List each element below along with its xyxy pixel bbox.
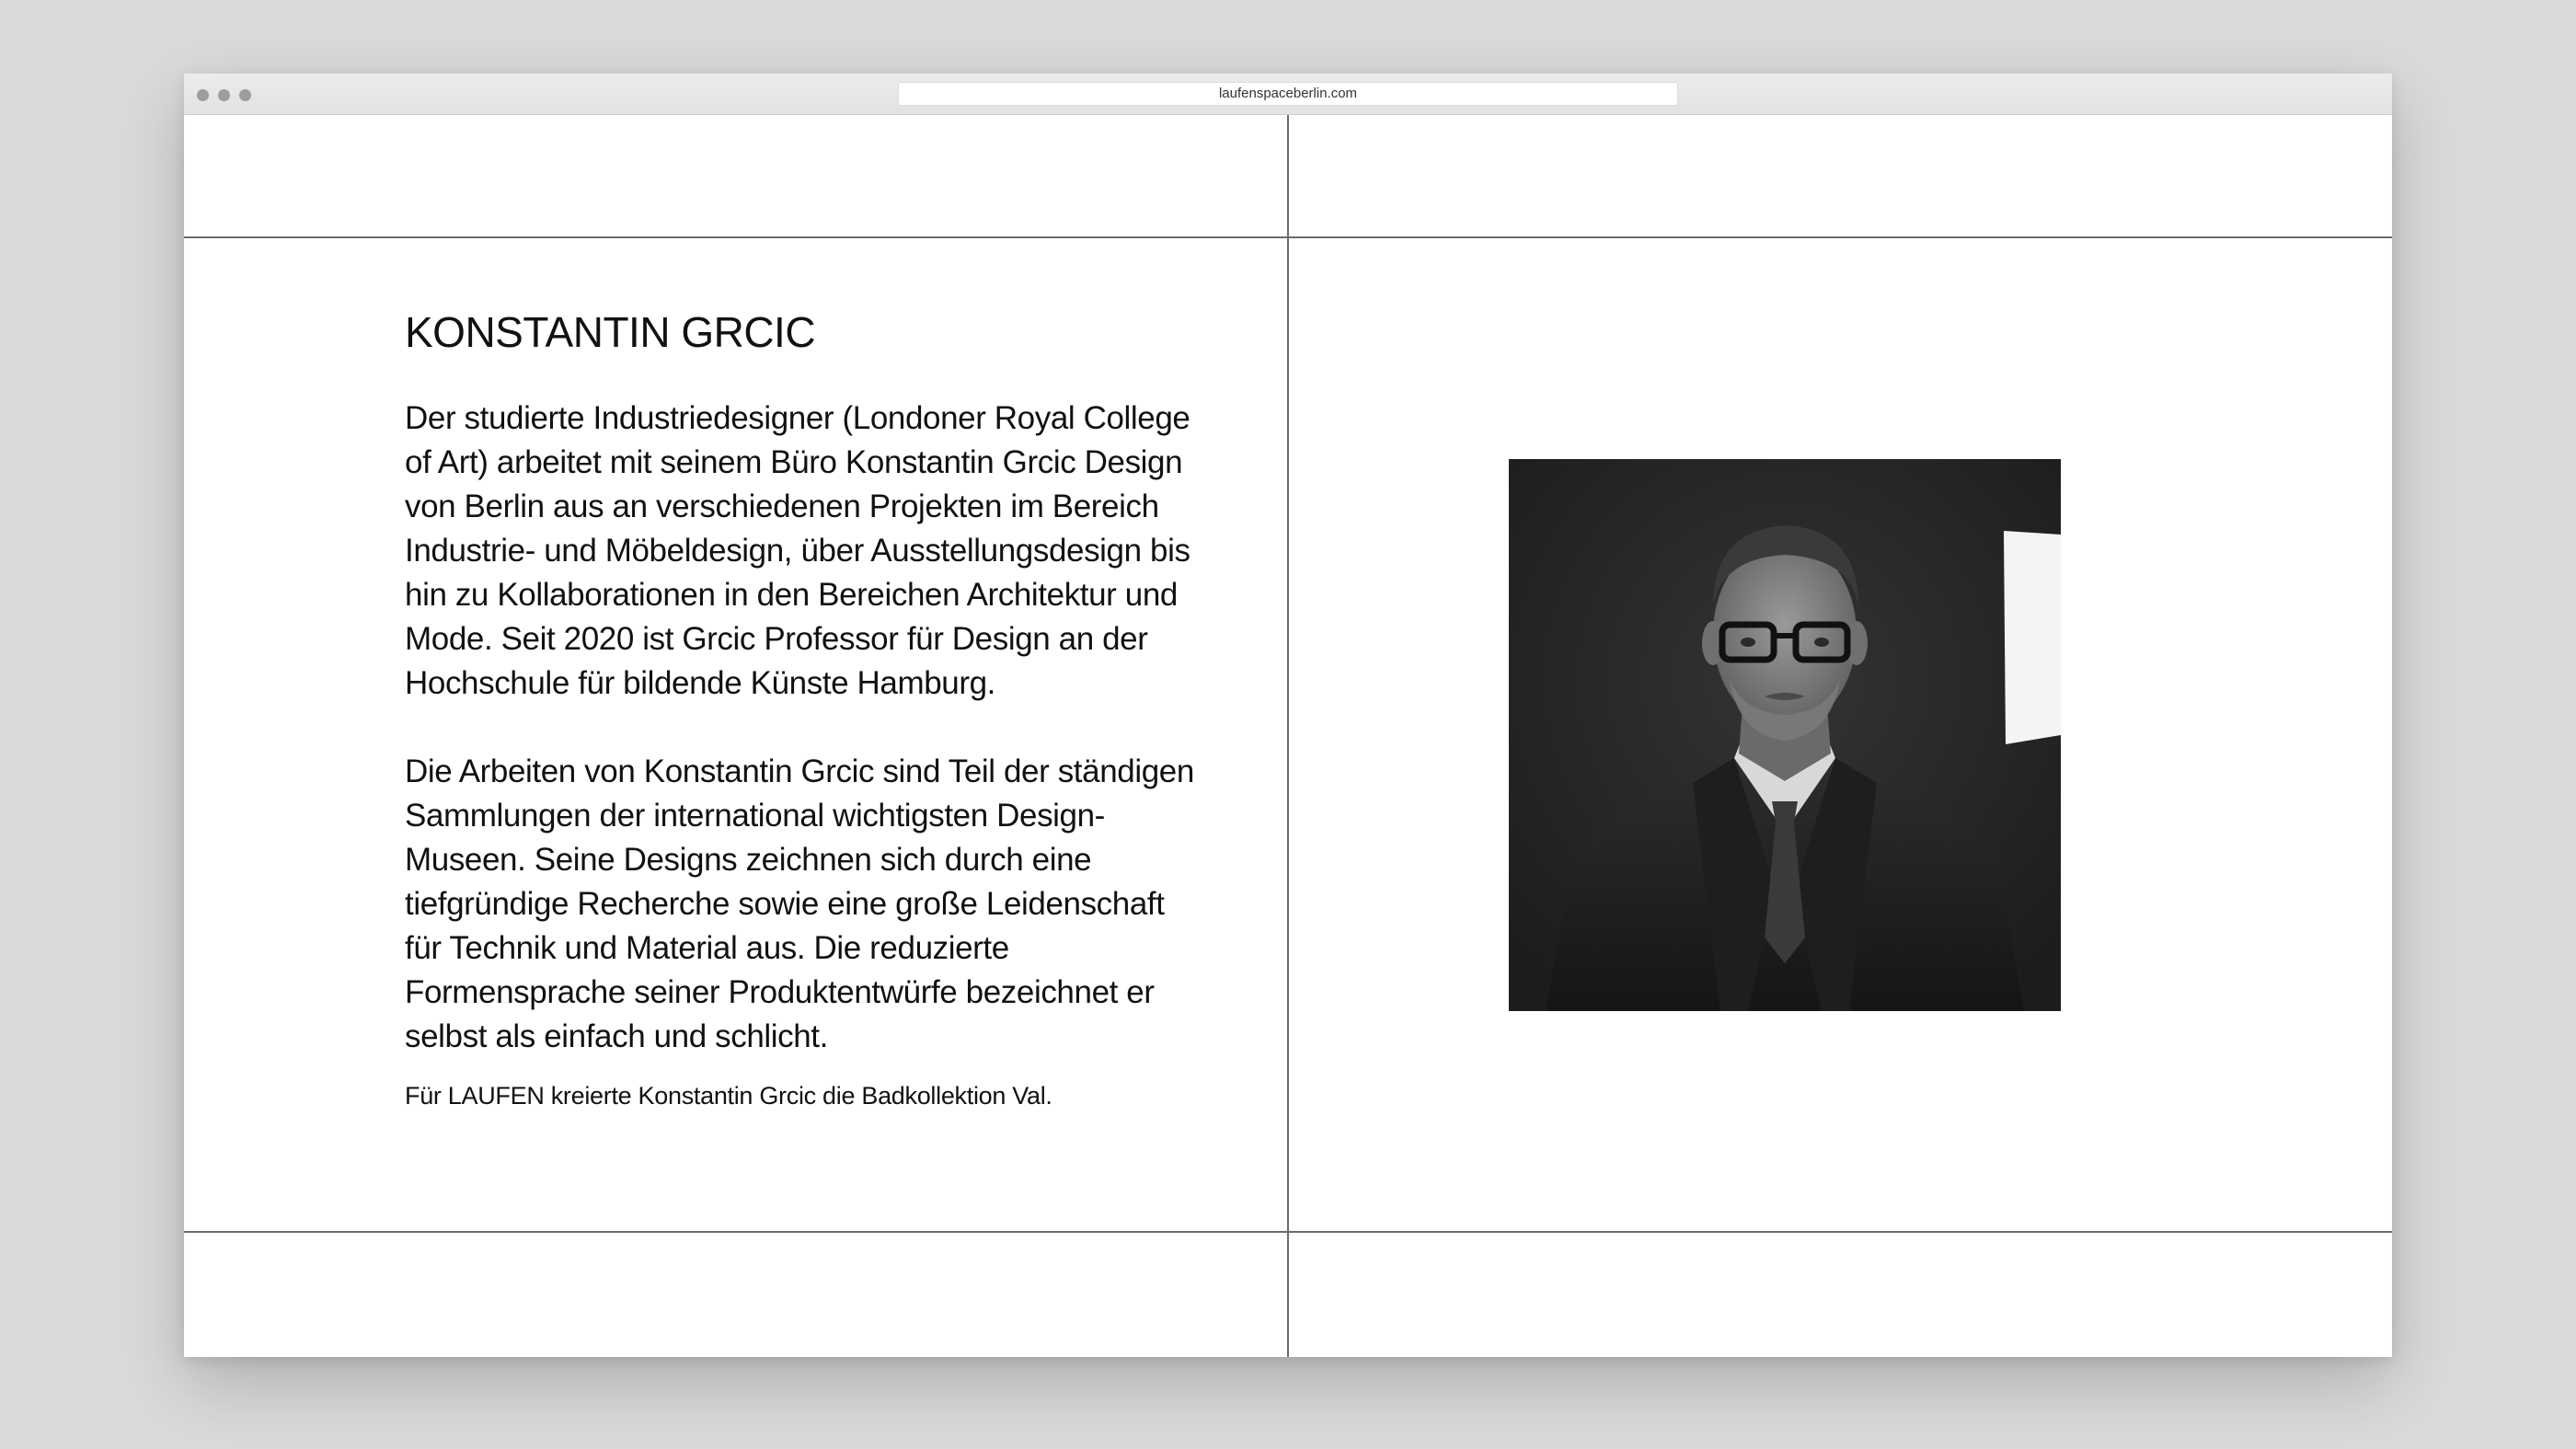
browser-titlebar bbox=[184, 74, 2392, 115]
biography-paragraph-1: Der studierte Industriedesigner (Londoner Royal College of Art) arbeitet mit seinem Büro Konstantin Grcic Design von Berlin aus an verschiedenen Projekten im Bereich Industrie- und Möbeldesign, über Ausstellungsdesign bis hin zu Kollaborationen in den Bereichen Architektur und Mode. Seit 2020 ist Grcic Professor für Design an der Hochschule für bildende Künste Hamburg. bbox=[405, 400, 1190, 701]
web-page bbox=[184, 115, 2392, 1357]
biography-paragraph-2: Die Arbeiten von Konstantin Grcic sind Teil der ständigen Sammlungen der international wichtigsten Design-Museen. Seine Designs zeichnen sich durch eine tiefgründige Recherche sowie eine große Leidenschaft für Technik und Material aus. Die reduzierte Formensprache seiner Produktentwürfe bezeichnet er selbst als einfach und schlicht. bbox=[405, 753, 1194, 1054]
collection-note: Für LAUFEN kreierte Konstantin Grcic die Badkollektion Val. bbox=[405, 1082, 1052, 1110]
browser-window bbox=[184, 74, 2392, 1357]
portrait-illustration bbox=[1509, 459, 2061, 1011]
portrait-photo bbox=[1509, 459, 2061, 1011]
window-close-button[interactable] bbox=[197, 89, 209, 101]
address-bar[interactable]: laufenspaceberlin.com bbox=[898, 82, 1678, 106]
grid-line-center bbox=[1287, 115, 1289, 1357]
window-zoom-button[interactable] bbox=[239, 89, 251, 101]
window-minimize-button[interactable] bbox=[218, 89, 230, 101]
designer-name-heading: KONSTANTIN GRCIC bbox=[405, 308, 816, 356]
biography-section bbox=[405, 306, 1196, 1112]
